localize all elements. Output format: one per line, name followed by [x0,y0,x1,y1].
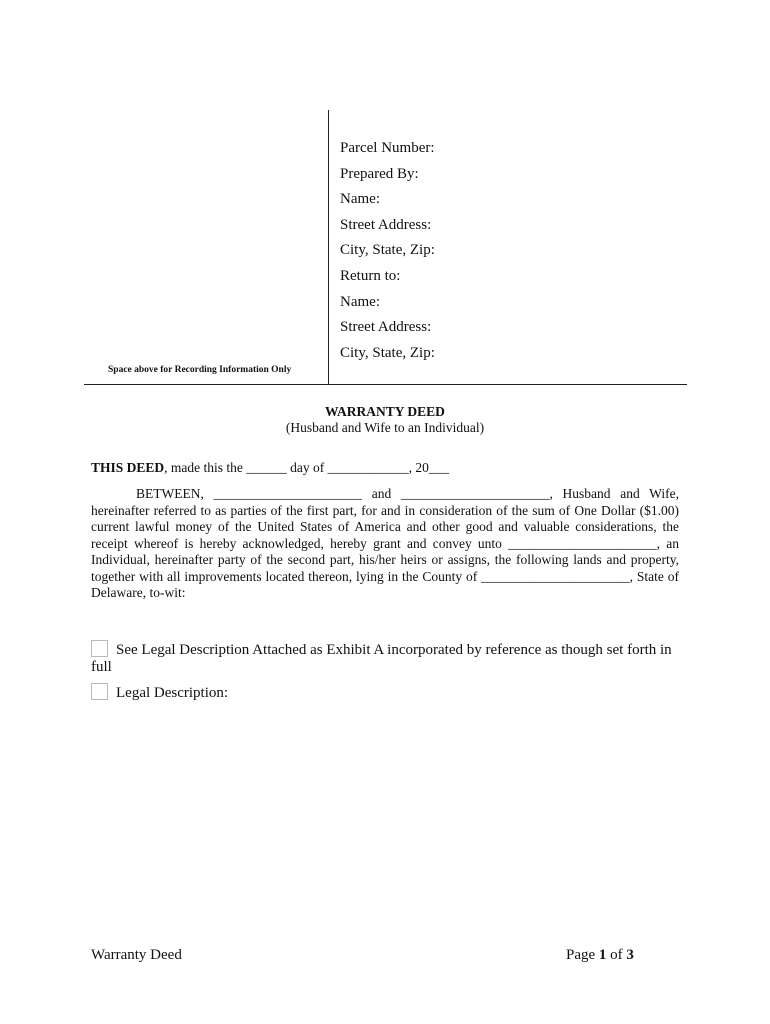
recording-divider-horizontal [84,384,687,385]
legal-description-label: Legal Description: [116,685,229,701]
prepared-name-label: Name: [340,191,380,208]
footer-page-total: 3 [626,947,634,963]
deed-opening-line [91,460,449,476]
return-city-label: City, State, Zip: [340,344,435,361]
deed-body-paragraph [91,486,679,602]
exhibit-label: See Legal Description Attached as Exhibit A incorporated by reference as though set forth in full [91,642,672,675]
return-name-label: Name: [340,293,380,310]
prepared-by-label: Prepared By: [340,165,419,182]
legal-description-checkbox[interactable] [91,683,108,700]
recording-space-note: Space above for Recording Information Only [108,365,292,375]
footer-page-number [566,947,634,964]
return-to-label: Return to: [340,267,401,284]
footer-page-current: 1 [598,947,607,963]
deed-title: WARRANTY DEED [325,404,445,419]
deed-subtitle: (Husband and Wife to an Individual) [285,420,485,435]
footer-document-title: Warranty Deed [91,947,182,963]
recording-divider-vertical [328,110,329,384]
deed-body-text: BETWEEN, ______________________ and ______________________, Husband and Wife, hereinafter referred to as parties of the first part, for and in consideration of the sum of One Dollar ($1.00) current lawful money of the United States of America and other good and valuable considerations, the receipt whereof is hereby acknowledged, hereby grant and convey unto ______________________, an Individual, hereinafter party of the second part, his/her heirs or assigns, the following lands and property, together with all improvements located thereon, lying in the County of ______________________, State of Delaware, to-wit: [91,486,679,600]
legal-description-option [91,683,228,702]
footer-page-of: of [606,947,627,963]
footer-page-prefix: Page [566,947,599,963]
return-street-label: Street Address: [340,319,432,336]
exhibit-option [91,640,681,676]
exhibit-checkbox[interactable] [91,640,108,657]
prepared-city-label: City, State, Zip: [340,242,435,259]
deed-opening-rest: , made this the ______ day of ____________, 20___ [164,460,450,475]
recording-info-block [340,138,435,368]
deed-opening-bold: THIS DEED [91,460,165,475]
parcel-number-label: Parcel Number: [340,140,435,156]
prepared-street-label: Street Address: [340,216,432,233]
